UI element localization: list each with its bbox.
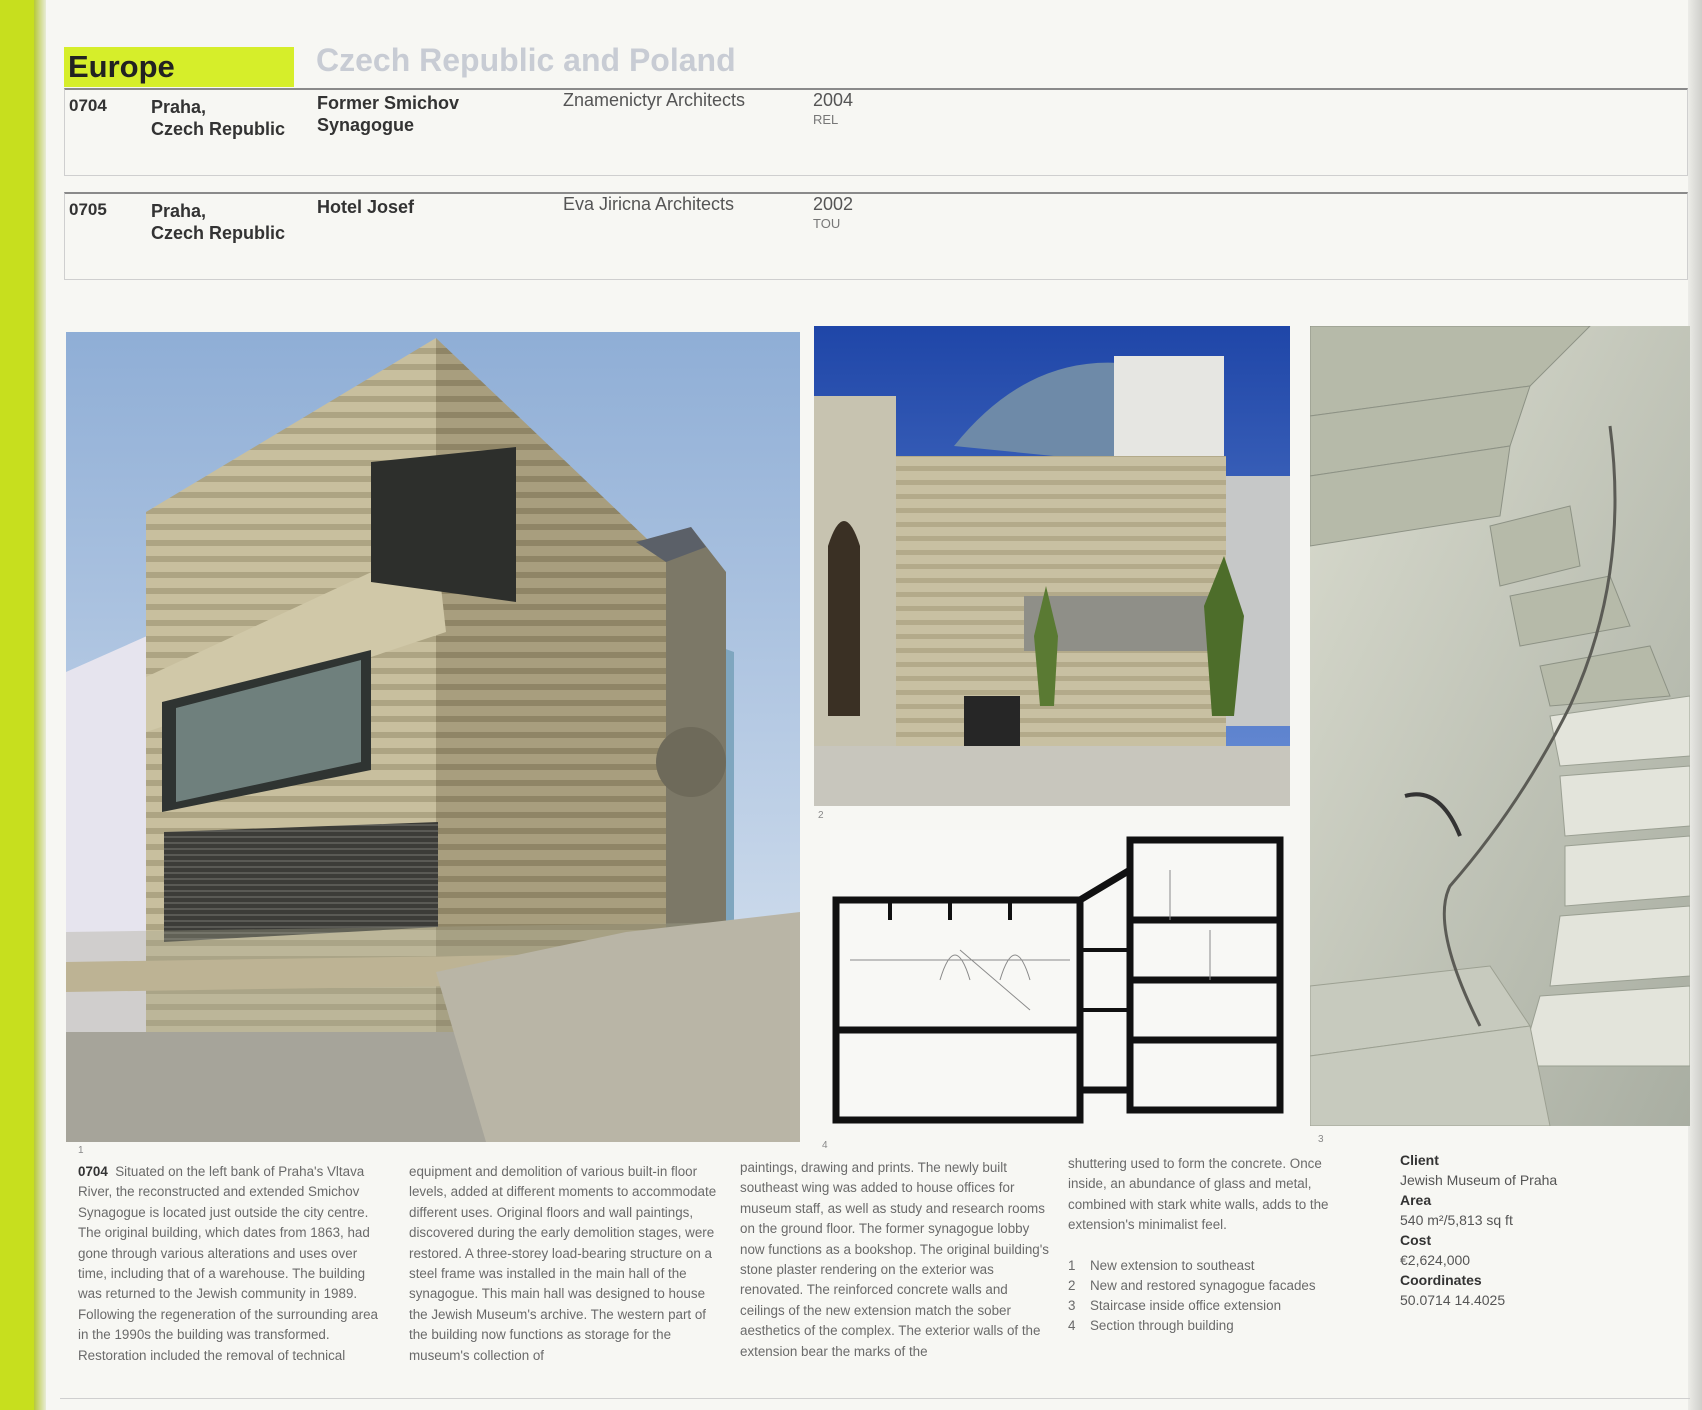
project-specs: [1400, 1150, 1557, 1310]
page-edge-accent: [0, 0, 34, 1410]
name-line: Synagogue: [317, 115, 415, 135]
cost-value: €2,624,000: [1400, 1252, 1471, 1268]
cost-label: Cost: [1400, 1232, 1432, 1248]
client-value: Jewish Museum of Praha: [1400, 1172, 1558, 1188]
project-city: [151, 200, 285, 244]
section-drawing: [830, 830, 1290, 1130]
country-line: Czech Republic: [151, 223, 286, 243]
project-type: REL: [813, 112, 839, 127]
photo-exterior-extension: [66, 332, 800, 1142]
project-year: 2002: [813, 194, 854, 214]
project-entry-0704: [64, 88, 1688, 176]
client-label: Client: [1400, 1152, 1439, 1168]
project-entry-0705: [64, 192, 1688, 280]
caption-item: 3 Staircase inside office extension: [1068, 1298, 1282, 1313]
coordinates-label: Coordinates: [1400, 1272, 1482, 1288]
project-code: 0705: [69, 200, 107, 219]
project-architect: Znamenictyr Architects: [563, 90, 746, 110]
photo-staircase: [1310, 326, 1690, 1126]
name-line: Former Smichov: [317, 93, 460, 113]
page-gutter-shadow: [34, 0, 46, 1410]
figure-number: 2: [818, 810, 824, 821]
body-column-4: [1068, 1154, 1358, 1236]
area-value: 540 m²/5,813 sq ft: [1400, 1212, 1513, 1228]
lead-code: 0704: [78, 1164, 108, 1179]
bottom-rule: [60, 1398, 1690, 1399]
caption-item: 1 New extension to southeast: [1068, 1258, 1255, 1273]
country-line: Czech Republic: [151, 119, 286, 139]
project-name: [317, 92, 459, 136]
area-label: Area: [1400, 1192, 1432, 1208]
caption-item: 4 Section through building: [1068, 1318, 1234, 1333]
project-city: [151, 96, 285, 140]
body-text: shuttering used to form the concrete. Once inside, an abundance of glass and metal, combined with stark white walls, adds to the extension's minimalist feel.: [1068, 1156, 1329, 1233]
body-text: paintings, drawing and prints. The newly built southeast wing was added to house offices for museum staff, as well as study and research rooms on the ground floor. The former synagogue lobby now functions as a bookshop. The original building's stone plaster rendering on the exterior was renovated. The reinforced concrete walls and ceilings of the new extension match the sober aesthetics of the complex. The exterior walls of the extension bear the marks of the: [740, 1160, 1050, 1359]
page-right-edge: [1688, 0, 1702, 1410]
figure-number: 3: [1318, 1134, 1324, 1145]
body-column-3: [740, 1158, 1050, 1362]
body-text: equipment and demolition of various built-in floor levels, added at different moments to accommodate different uses. Original floors and wall paintings, discovered during the early demolition stages, were restored. A three-storey load-bearing structure on a steel frame was installed in the main hall of the synagogue. This main hall was designed to house the Jewish Museum's archive. The western part of the building now functions as storage for the museum's collection of: [409, 1164, 717, 1363]
city-line: Praha,: [151, 97, 207, 117]
figure-number: 4: [822, 1140, 828, 1151]
country-title: Czech Republic and Poland: [316, 42, 736, 78]
project-code: 0704: [69, 96, 107, 115]
region-label: Europe: [64, 47, 294, 87]
body-text: Situated on the left bank of Praha's Vltava River, the reconstructed and extended Smichov Synagogue is located just outside the city centre. The original building, which dates from 1863, had gone through various alterations and uses over time, including that of a warehouse. The building was returned to the Jewish community in 1989. Following the regeneration of the surrounding area in the 1990s the building was transformed. Restoration included the removal of technical: [78, 1164, 378, 1363]
project-architect: Eva Jiricna Architects: [563, 194, 735, 214]
figure-number: 1: [78, 1145, 84, 1156]
name-line: Hotel Josef: [317, 197, 415, 217]
project-type: TOU: [813, 216, 841, 231]
project-year: 2004: [813, 90, 854, 110]
body-column-2: [409, 1162, 719, 1366]
photo-courtyard-facade: [814, 326, 1290, 806]
city-line: Praha,: [151, 201, 207, 221]
caption-item: 2 New and restored synagogue facades: [1068, 1278, 1316, 1293]
project-name: [317, 196, 414, 218]
coordinates-value: 50.0714 14.4025: [1400, 1292, 1506, 1308]
body-column-1: [78, 1162, 388, 1366]
figure-captions: [1068, 1256, 1316, 1336]
